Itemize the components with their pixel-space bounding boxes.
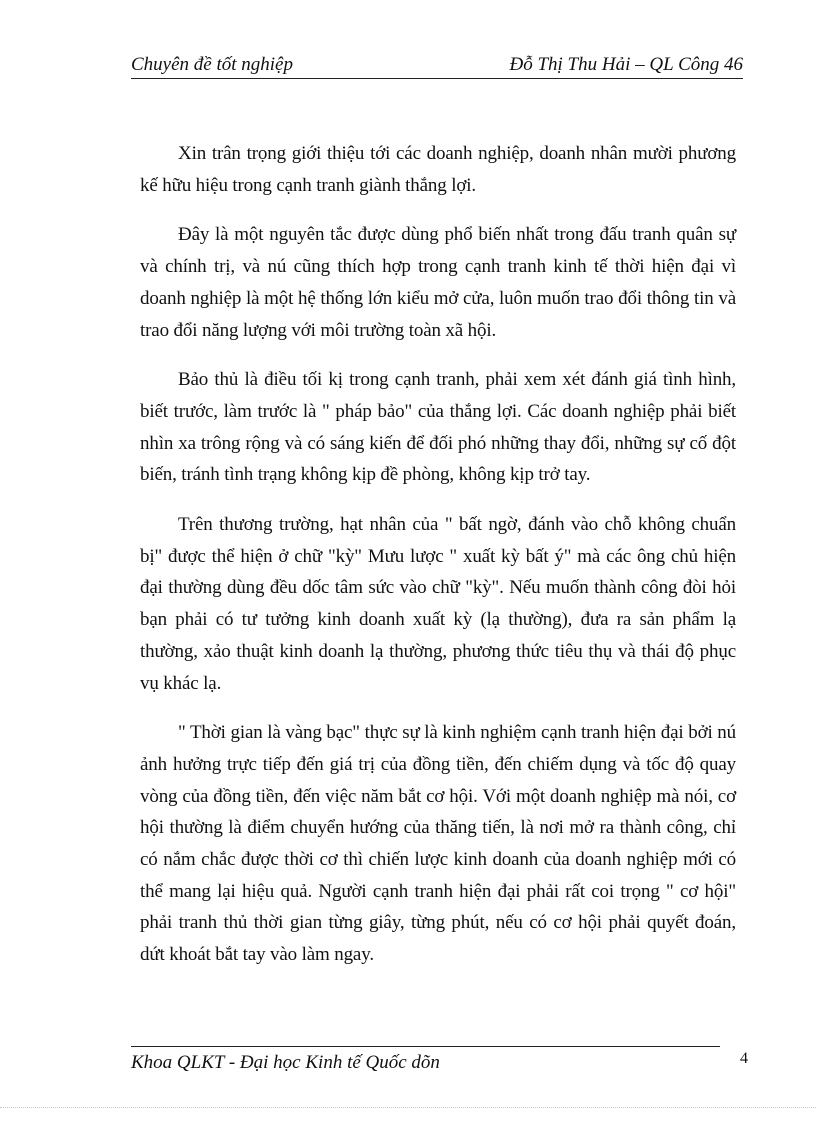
paragraph: Đây là một nguyên tắc được dùng phổ biến nhất trong đấu tranh quân sự và chính trị, và nú cũng thích hợp trong cạnh tranh kinh tế thời hiện đại vì doanh nghiệp là một hệ thống lớn kiểu mở cửa, luôn muốn trao đổi thông tin và trao đổi năng lượng với môi trường toàn xã hội.	[140, 224, 736, 341]
body-text	[140, 138, 736, 989]
paragraph: Bảo thủ là điều tối kị trong cạnh tranh, phải xem xét đánh giá tình hình, biết trước, làm trước là " pháp bảo" của thắng lợi. Các doanh nghiệp phải biết nhìn xa trông rộng và có sáng kiến để đối phó những thay đổi, những sự cố đột biến, tránh tình trạng không kịp đề phòng, không kịp trở tay.	[140, 369, 736, 486]
header-document-type: Chuyên đề tốt nghiệp	[131, 54, 293, 75]
paragraph: Xin trân trọng giới thiệu tới các doanh nghiệp, doanh nhân mười phương kế hữu hiệu trong cạnh tranh giành thắng lợi.	[140, 143, 736, 196]
header-author: Đỗ Thị Thu Hải – QL Công 46	[509, 54, 743, 75]
paragraph: Trên thương trường, hạt nhân của " bất ngờ, đánh vào chỗ không chuẩn bị" được thể hiện ở chữ "kỳ" Mưu lược " xuất kỳ bất ý" mà các ông chủ hiện đại thường dùng đều dốc tâm sức vào chữ "kỳ". Nếu muốn thành công đòi hỏi bạn phải có tư tưởng kinh doanh xuất kỳ (lạ thường), đưa ra sản phẩm lạ thường, xảo thuật kinh doanh lạ thường, phương thức tiêu thụ và thái độ phục vụ khác lạ.	[140, 514, 736, 694]
paragraph: " Thời gian là vàng bạc" thực sự là kinh nghiệm cạnh tranh hiện đại bởi nú ảnh hưởng trực tiếp đến giá trị của đồng tiền, đến chiếm dụng và tốc độ quay vòng của đồng tiền, đến việc năm bắt cơ hội. Với một doanh nghiệp mà nói, cơ hội thường là điểm chuyển hướng của thăng tiến, là nơi mở ra thành công, chỉ có nắm chắc được thời cơ thì chiến lược kinh doanh của doanh nghiệp mới có thể mang lại hiệu quả. Người cạnh tranh hiện đại phải rất coi trọng " cơ hội" phải tranh thủ thời gian từng giây, từng phút, nếu có cơ hội phải quyết đoán, dứt khoát bắt tay vào làm ngay.	[140, 722, 736, 966]
page-header	[131, 50, 743, 79]
page-edge-divider	[0, 1107, 816, 1108]
footer-institution: Khoa QLKT - Đại học Kinh tế Quốc dõn	[131, 1052, 440, 1073]
page-number: 4	[740, 1050, 748, 1067]
footer-divider	[131, 1046, 720, 1047]
